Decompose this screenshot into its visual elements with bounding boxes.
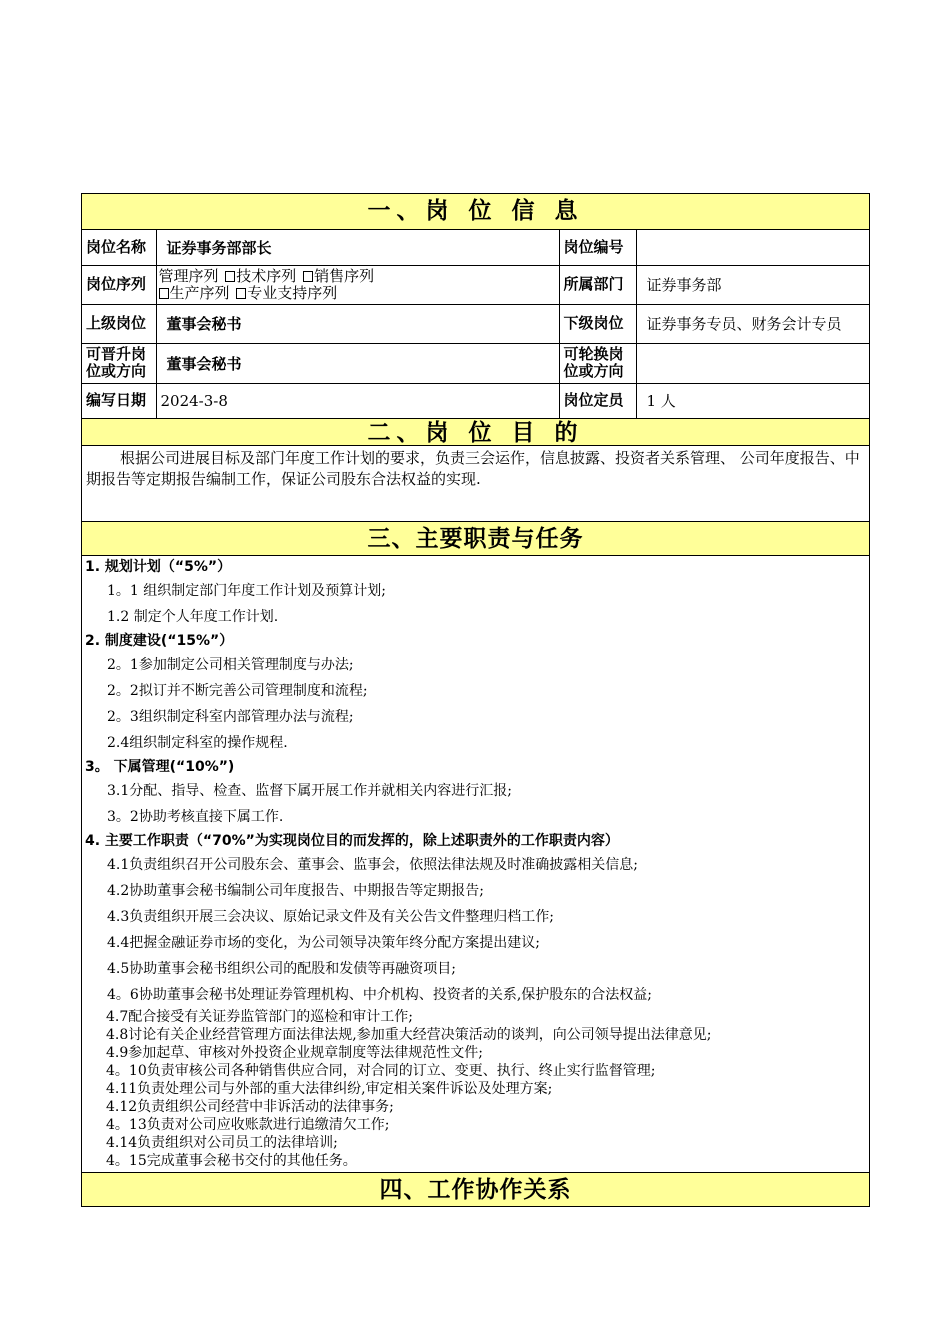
name-value: 证券事务部部长 [156, 230, 559, 265]
list-item: 4。6协助董事会秘书处理证券管理机构、中介机构、投资者的关系,保护股东的合法权益; [107, 986, 652, 1003]
section-title-duties: 三、主要职责与任务 [82, 522, 869, 556]
promo-label: 可晋升岗位或方向 [82, 343, 156, 383]
list-item: 2.4组织制定科室的操作规程. [107, 734, 288, 751]
list-item: 2。1参加制定公司相关管理制度与办法; [107, 656, 354, 673]
section-title-position-purpose: 二、岗 位 目 的 [82, 419, 869, 446]
list-item: 4.1负责组织召开公司股东会、董事会、监事会，依照法律法规及时准确披露相关信息; [107, 856, 638, 873]
code-label: 岗位编号 [559, 230, 636, 265]
section-title-position-info: 一、岗 位 信 息 [82, 194, 869, 230]
list-item: 4。10负责审核公司各种销售供应合同，对合同的订立、变更、执行、终止实行监督管理; [106, 1062, 656, 1079]
list-item: 1。1 组织制定部门年度工作计划及预算计划; [107, 582, 386, 599]
list-item: 4.7配合接受有关证券监管部门的巡检和审计工作; [106, 1008, 413, 1025]
list-item: 4.3负责组织开展三会决议、原始记录文件及有关公告文件整理归档工作; [107, 908, 554, 925]
duty-heading-system: 2. 制度建设(“15%”） [85, 632, 234, 649]
date-value: 2024-3-8 [156, 383, 559, 418]
seq-label: 岗位序列 [82, 265, 156, 304]
list-item: 1.2 制定个人年度工作计划. [107, 608, 279, 625]
seq-tech: 技术序列 [236, 266, 297, 285]
section-title-collaboration: 四、工作协作关系 [82, 1172, 869, 1206]
checkbox-icon[interactable] [159, 288, 169, 299]
dept-label: 所属部门 [559, 265, 636, 304]
quota-label: 岗位定员 [559, 383, 636, 418]
superior-value: 董事会秘书 [156, 304, 559, 343]
seq-management: 管理序列 [158, 266, 219, 285]
superior-label: 上级岗位 [82, 304, 156, 343]
seq-sales: 销售序列 [314, 266, 375, 285]
checkbox-icon[interactable] [225, 271, 235, 282]
list-item: 4.2协助董事会秘书编制公司年度报告、中期报告等定期报告; [107, 882, 484, 899]
date-label: 编写日期 [82, 383, 156, 418]
sub-label: 下级岗位 [559, 304, 636, 343]
list-item: 2。3组织制定科室内部管理办法与流程; [107, 708, 354, 725]
sub-value: 证券事务专员、财务会计专员 [636, 304, 869, 343]
list-item: 4.5协助董事会秘书组织公司的配股和发债等再融资项目; [107, 960, 456, 977]
job-description-document [81, 193, 870, 1207]
name-label: 岗位名称 [82, 230, 156, 265]
duty-heading-planning: 1. 规划计划（“5%”） [85, 558, 232, 575]
position-info-table [82, 230, 869, 419]
list-item: 4。13负责对公司应收账款进行追缴清欠工作; [106, 1116, 390, 1133]
list-item: 4。15完成董事会秘书交付的其他任务。 [106, 1152, 357, 1169]
duties-list [82, 556, 869, 1172]
quota-value: 1 人 [636, 383, 869, 418]
list-item: 4.9参加起草、审核对外投资企业规章制度等法律规范性文件; [106, 1044, 483, 1061]
rotate-value [636, 343, 869, 383]
purpose-text: 根据公司进展目标及部门年度工作计划的要求，负责三会运作，信息披露、投资者关系管理、 公司年度报告、中期报告等定期报告编制工作，保证公司股东合法权益的实现. [82, 446, 869, 522]
seq-production: 生产序列 [169, 283, 230, 302]
dept-value: 证券事务部 [636, 265, 869, 304]
duty-heading-main: 4. 主要工作职责（“70%”为实现岗位目的而发挥的，除上述职责外的工作职责内容） [85, 832, 619, 849]
checkbox-icon[interactable] [236, 288, 246, 299]
list-item: 4.14负责组织对公司员工的法律培训; [106, 1134, 338, 1151]
seq-professional: 专业支持序列 [247, 283, 338, 302]
list-item: 3。2协助考核直接下属工作. [107, 808, 284, 825]
seq-options [156, 265, 559, 304]
list-item: 4.11负责处理公司与外部的重大法律纠纷,审定相关案件诉讼及处理方案; [106, 1080, 553, 1097]
list-item: 3.1分配、指导、检查、监督下属开展工作并就相关内容进行汇报; [107, 782, 512, 799]
checkbox-icon[interactable] [303, 271, 313, 282]
duty-heading-subordinates: 3。 下属管理(“10%”) [85, 758, 235, 775]
promo-value: 董事会秘书 [156, 343, 559, 383]
list-item: 4.8讨论有关企业经营管理方面法律法规,参加重大经营决策活动的谈判，向公司领导提出法律意见; [106, 1026, 712, 1043]
list-item: 4.4把握金融证券市场的变化，为公司领导决策年终分配方案提出建议; [107, 934, 540, 951]
code-value [636, 230, 869, 265]
list-item: 2。2拟订并不断完善公司管理制度和流程; [107, 682, 368, 699]
list-item: 4.12负责组织公司经营中非诉活动的法律事务; [106, 1098, 394, 1115]
rotate-label: 可轮换岗位或方向 [559, 343, 636, 383]
